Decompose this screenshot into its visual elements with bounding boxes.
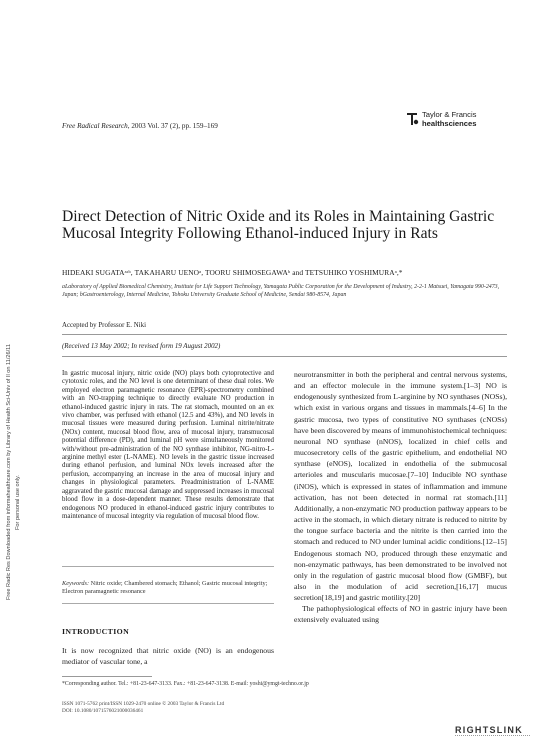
article-title: Direct Detection of Nitric Oxide and its Roles in Maintaining Gastric Mucosal Integrity Following Ethanol-induced Injury in Rats [62,208,495,243]
issn-line: ISSN 1071-5762 print/ISSN 1029-2470 online © 2003 Taylor & Francis Ltd [62,701,225,707]
body-paragraph: The pathophysiological effects of NO in gastric injury have been extensively evaluated using [294,604,507,625]
keywords-text: Nitric oxide; Chambered stomach; Ethanol; Gastric mucosal integrity; Electron paramagnetic resonance [62,580,268,595]
keywords-label: Keywords: [62,580,90,587]
accepted-by: Accepted by Professor E. Niki [62,322,147,329]
publisher-name: Taylor & Francis [422,110,477,119]
rightslink-logo[interactable]: RIGHTSLINK [455,725,523,735]
divider [62,566,274,567]
author-list: HIDEAKI SUGATAᵃʴᵇ, TAKAHARU UENOᵃ, TOORU SHIMOSEGAWAᵇ and TETSUHIKO YOSHIMURAᵃ,* [62,268,403,277]
divider [62,603,274,604]
download-note-line2: For personal use only. [15,475,21,530]
rightslink-underline [455,735,530,738]
doi-line: DOI: 10.1080/1071576021000036461 [62,708,144,714]
affiliations: aLaboratory of Applied Biomedical Chemistry, Institute for Life Support Technology, Yamagata Public Corporation for the Development of Industry, 2-2-1 Matsuei, Yamagata 990-2473, Japan; bGastroenterology, Internal Medicine, Tohoku University Graduate School of Medicine, Sendai 980-8574, Japan [62,284,500,298]
download-note-line1: Free Radic Res Downloaded from informahealthcare.com by Library of Health Sci-Univ of Il on 11/26/11 [6,344,12,600]
publisher-logo [405,108,505,130]
footnote-rule [62,676,152,677]
journal-year: 2003 [131,122,146,130]
divider [62,356,507,357]
received-dates: (Received 13 May 2002; In revised form 19 August 2002) [62,343,221,350]
journal-name: Free Radical Research, [62,122,130,130]
journal-citation [62,122,218,130]
issn-info [62,701,224,715]
body-paragraph: neurotransmitter in both the peripheral and central nervous systems, and an effector molecule in the immune system.[1–3] NO is endogenously synthesized from L-arginine by NO synthases (NOSs), which exist in various organs and tissues in mammals.[4–6] In the gastric mucosa, two types of constitutive NO synthases (cNOSs) have been discovered by means of immunohistochemical techniques: neuronal NO synthase (nNOS), localized in chief cells and mucosecretory cells of the gastric epithelium, and endothelial NO synthase (eNOS), localized in endothelia of the submucosal arterioles and muscularis mucosae.[7–10] Inducible NO synthase (iNOS), which is expressed in states of inflammation and immune activation, has not been detected in normal rat stomach.[11] Additionally, a non-enzymatic NO production pathway appears to be active in the stomach, in which dietary nitrate is reduced to nitrite by the tongue surface bacteria and the nitrite is then carried into the stomach and reduced to NO under luminal acidic conditions.[12–15] Endogenous stomach NO, produced through these enzymatic and non-enzymatic pathways, has been demonstrated to be involved not only in the regulation of gastric mucosal blood flow (GMBF), but also in the modulation of acid secretion,[16,17] mucus secretion[18,19] and gastric motility.[20] [294,370,507,603]
download-note [2,160,24,600]
body-column-right [294,369,507,626]
corresponding-author-footnote: *Corresponding author. Tel.: +81-23-647-3133. Fax.: +81-23-647-3138. E-mail: yoshi@ymgt-techno.or.jp [62,681,309,687]
intro-paragraph: It is now recognized that nitric oxide (NO) is an endogenous mediator of vascular tone, a [62,646,274,667]
publisher-division: healthsciences [422,119,477,128]
abstract: In gastric mucosal injury, nitric oxide (NO) plays both cytoprotective and cytotoxic roles, and the NO level is one determinant of these dual roles. We employed electron paramagnetic resonance (EPR)-spectrometry combined with an NO-trapping technique to directly evaluate NO production in ethanol-induced gastric injury in rats. The rat stomach, mounted on an ex vivo chamber, was perfused with ethanol (12.5 and 43%), and NO levels in mucosal tissues were measured during perfusion. Luminal nitrite/nitrate (NOx) content, mucosal blood flow, area of mucosal injury, transmucosal potential difference (PD), and luminal pH were simultaneously monitored with/without pre-administration of the NO synthase inhibitor, NG-nitro-L-arginine methyl ester (L-NAME). NO levels in the gastric tissue increased during ethanol perfusion, and luminal NOx levels increased after the perfusion, accompanying an increase in the area of mucosal injury and changes in physiological parameters. Preadministration of L-NAME aggravated the gastric mucosal damage and suppressed increases in mucosal blood flow in a dose-dependent manner. These results demonstrate that endogenous NO produced in ethanol-induced gastric injury contributes to maintenance of mucosal integrity via regulation of mucosal blood flow. [62,370,274,520]
section-heading-introduction: INTRODUCTION [62,627,130,636]
divider [62,334,507,335]
publisher-logo-icon [405,111,419,127]
keywords [62,580,274,595]
journal-volume: Vol. 37 (2), pp. 159–169 [147,122,218,130]
